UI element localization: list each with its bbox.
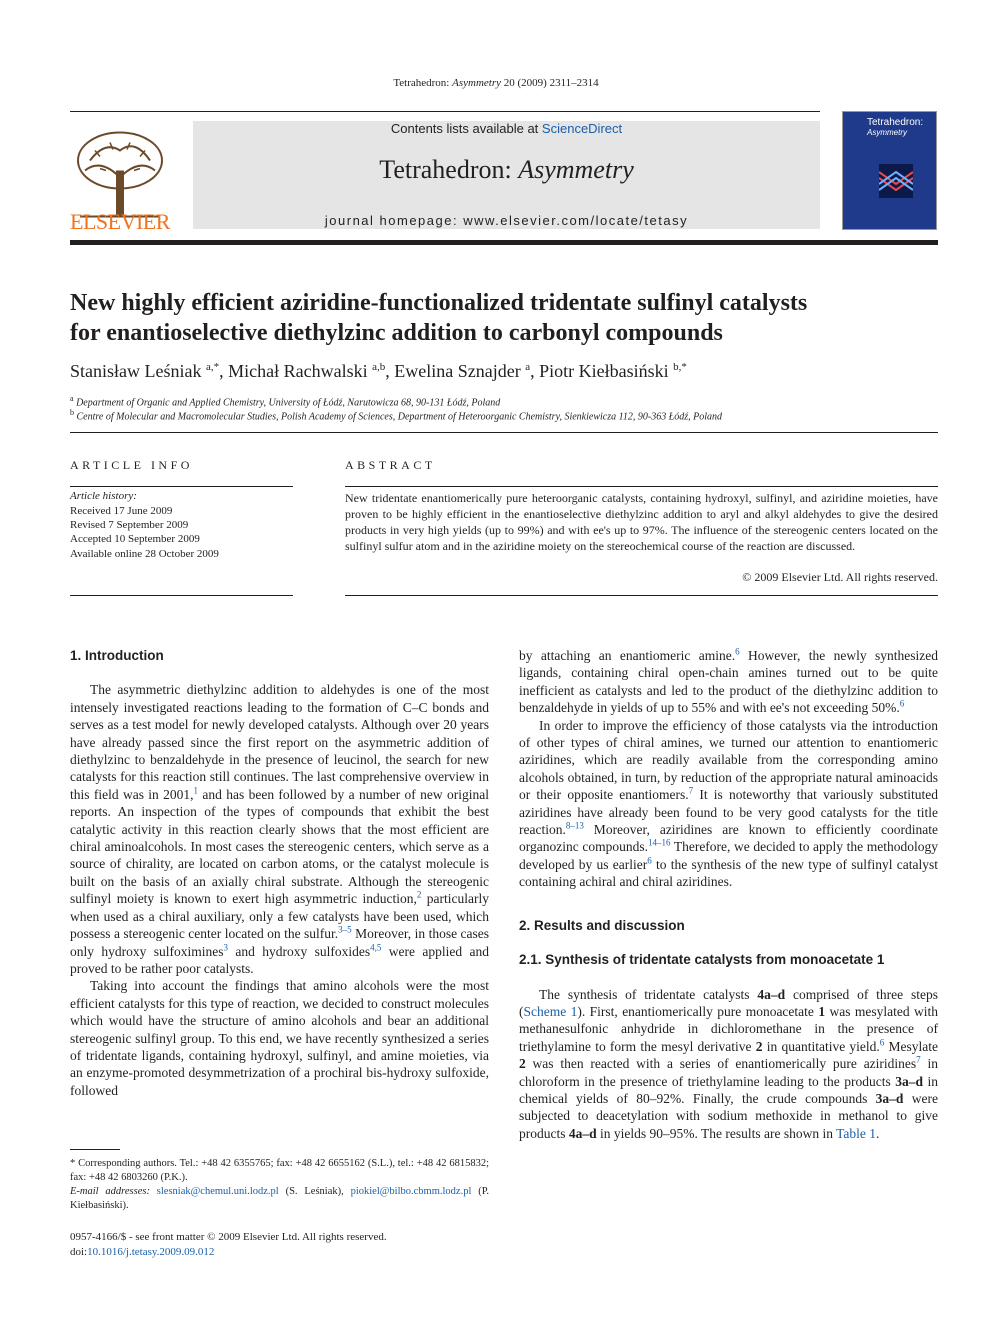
history-label: Article history:: [70, 490, 137, 502]
author-sep: ,: [530, 361, 540, 381]
text-run: particularly when used as a chiral auxiliary, only a few catalysts have been used, which possess a stereogenic center located on the sulfur.: [70, 891, 489, 942]
sciencedirect-link[interactable]: ScienceDirect: [541, 121, 623, 136]
header-thick-rule: [70, 240, 938, 245]
affiliation-b-mark: b: [70, 408, 74, 417]
title-line-1: New highly efficient aziridine-functionalized tridentate sulfinyl catalysts: [70, 290, 808, 316]
ref-link[interactable]: 3–5: [338, 924, 352, 935]
ref-link[interactable]: 14–16: [647, 837, 671, 848]
journal-name-roman: Tetrahedron:: [379, 155, 512, 184]
corresponding-author-note: * Corresponding authors. Tel.: +48 42 6355765; fax: +48 42 6655162 (S.L.), tel.: +48 42 6815832; fax: +48 42 6803260 (P.K.).: [70, 1158, 489, 1183]
text-run: ). First, enantiomerically pure monoacetate: [577, 1003, 819, 1019]
text-run: The synthesis of tridentate catalysts: [539, 986, 758, 1002]
email-link-1[interactable]: slesniak@chemul.uni.lodz.pl: [156, 1186, 279, 1197]
author-4-affil: b,*: [673, 361, 687, 373]
text-run: comprised of three steps (: [519, 986, 938, 1019]
ref-link[interactable]: 4,5: [370, 942, 382, 952]
info-top-rule: [70, 486, 293, 487]
doi-label: doi:: [70, 1246, 88, 1258]
email-owner-1: (S. Leśniak),: [278, 1186, 351, 1197]
left-column: [70, 647, 489, 1099]
email-owner-2: (P. Kiełbasiński).: [70, 1186, 489, 1211]
intro-heading: 1. Introduction: [70, 648, 164, 663]
text-run: in yields 90–95%. The results are shown in: [596, 1125, 837, 1141]
doi-link[interactable]: 10.1016/j.tetasy.2009.09.012: [87, 1246, 215, 1258]
citation-journal-italic: Asymmetry: [452, 77, 501, 89]
email-note: [70, 1185, 489, 1213]
text-run: Mesylate: [884, 1038, 938, 1054]
right-column: [519, 647, 938, 1142]
compound-label: 3a–d: [875, 1090, 904, 1106]
author-1: Stanisław Leśniak: [70, 361, 202, 381]
text-run: by attaching an enantiomeric amine.: [519, 648, 736, 663]
text-run: was then reacted with a series of enantiomerically pure aziridines: [525, 1056, 917, 1072]
ref-link[interactable]: 6: [879, 1037, 885, 1048]
author-2-affil: a,b: [372, 361, 386, 373]
history-received: Received 17 June 2009: [70, 505, 173, 517]
text-run: in chemical yields of 80–92%. Finally, the crude compounds: [519, 1073, 938, 1106]
affiliation-a: [70, 394, 500, 408]
scheme-link[interactable]: Scheme 1: [523, 1003, 578, 1019]
text-run: to the synthesis of the new type of sulfinyl catalyst containing achiral and chiral aziridines.: [519, 856, 939, 890]
compound-label: 4a–d: [568, 1125, 597, 1141]
title-line-2: for enantioselective diethylzinc addition to carbonyl compounds: [70, 320, 723, 346]
compound-label: 3a–d: [895, 1073, 923, 1089]
abstract-copyright: © 2009 Elsevier Ltd. All rights reserved.: [742, 570, 938, 584]
history-accepted: Accepted 10 September 2009: [70, 533, 200, 545]
author-2: Michał Rachwalski: [228, 361, 368, 381]
abstract-heading: ABSTRACT: [345, 458, 436, 472]
footnotes: [70, 1157, 489, 1213]
right-paragraph-1: [519, 647, 938, 717]
affiliation-b: [70, 408, 722, 422]
abstract-top-rule: [345, 486, 938, 487]
compound-label: 2: [519, 1056, 526, 1072]
ref-link[interactable]: 2: [416, 889, 422, 900]
article-title: [70, 288, 938, 348]
text-run: Moreover, in those cases only hydroxy sulfoximines: [70, 926, 489, 959]
journal-homepage[interactable]: journal homepage: www.elsevier.com/locate/tetasy: [324, 213, 689, 228]
text-run: were applied and proved to be rather poor catalysts.: [70, 943, 490, 976]
email-link-2[interactable]: piokiel@bilbo.cbmm.lodz.pl: [350, 1186, 472, 1197]
text-run: and has been followed by a number of new original reports. An inspection of the types of compounds that exhibit the best catalytic activity in this reaction clearly shows that the most efficient are chiral aminoalcohols. In most cases the stereogenic centers, which serve as a source of chirality, are located on carbon atoms, or the catalyst molecule is built on the basis of an axially chiral substrate. Although the stereogenic sulfinyl moiety is known to exert high asymmetric induction,: [70, 786, 489, 907]
journal-name: [193, 155, 820, 185]
results-heading: 2. Results and discussion: [519, 917, 685, 933]
compound-label: 1: [818, 1003, 826, 1019]
journal-citation: [0, 77, 992, 89]
text-run: Moreover, aziridines are known to efficiently coordinate organozinc compounds.: [519, 822, 938, 855]
text-run: in quantitative yield.: [762, 1038, 880, 1054]
author-list: [70, 361, 687, 382]
affiliation-rule: [70, 432, 938, 433]
citation-volume: 20 (2009) 2311–2314: [503, 77, 599, 89]
text-run: and hydroxy sulfoxides: [228, 943, 371, 959]
cover-subtitle: Asymmetry: [867, 128, 907, 137]
affiliation-a-text: Department of Organic and Applied Chemistry, University of Łódź, Narutowicza 68, 90-131 Łódź, Poland: [76, 397, 501, 409]
text-run: Therefore, we decided to apply the methodology developed by us earlier: [519, 839, 938, 872]
affiliation-b-text: Centre of Molecular and Macromolecular Studies, Polish Academy of Sciences, Department of Heteroorganic Chemistry, Sienkiewicza 112, 90-363 Łódź, Poland: [76, 411, 723, 423]
history-online: Available online 28 October 2009: [70, 548, 219, 560]
text-run: The asymmetric diethylzinc addition to aldehydes is one of the most intensely investigated reactions leading to the formation of C–C bonds and serves as a test model for newly developed catalysts. Although over 20 years have already passed since the first report on the asymmetric addition of diethylzinc to benzaldehyde in the presence of leucinol, the search for new catalysts for this reaction still continues. The last comprehensive overview in this field was in 2001,: [70, 682, 489, 802]
text-run: in chloroform in the presence of triethylamine leading to the products: [519, 1056, 938, 1089]
ref-link[interactable]: 3: [223, 942, 229, 952]
ref-link[interactable]: 1: [193, 785, 199, 796]
intro-paragraph-2: Taking into account the findings that amino alcohols were the most efficient catalysts for this type of reaction, we decided to construct molecules which would have the structure of amino alcohols and bear an additional stereogenic sulfinyl group. To this end, we have recently synthesized a series of tridentate ligands, containing hydroxyl, sulfinyl, and amine moieties, via an enzyme-promoted desymmetrization of a prochiral bis-hydroxy sulfoxide, followed: [70, 978, 489, 1098]
intro-paragraph-1: [70, 681, 489, 977]
ref-link[interactable]: 8–13: [565, 820, 584, 831]
right-paragraph-3: [519, 986, 938, 1143]
history-revised: Revised 7 September 2009: [70, 519, 189, 531]
table-link[interactable]: Table 1: [836, 1125, 877, 1141]
right-paragraph-2: [519, 717, 938, 891]
contents-prefix: Contents lists available at: [390, 121, 539, 136]
cover-title: [867, 118, 923, 138]
journal-name-italic: Asymmetry: [518, 155, 634, 184]
doi-line: [70, 1246, 214, 1258]
text-run: In order to improve the efficiency of those catalysts via the introduction of other types of chiral amines, we turned our attention to enantiomeric aziridines, which are readily available from the corresponding amino alcohols obtained, in turn, by reduction of the appropriate natural aminoacids or their opposite enantiomers.: [519, 717, 938, 803]
contents-lists-line: [193, 121, 820, 136]
header-rule: [70, 111, 820, 112]
ref-link[interactable]: 6: [647, 855, 652, 866]
author-sep: ,: [219, 361, 229, 381]
compound-label: 2: [755, 1038, 763, 1054]
cover-graphic-icon: [879, 164, 913, 198]
footnote-rule: [70, 1149, 120, 1150]
author-4: Piotr Kiełbasiński: [539, 361, 669, 381]
article-info-heading: ARTICLE INFO: [70, 458, 193, 472]
elsevier-wordmark: ELSEVIER: [70, 209, 170, 234]
text-run: .: [876, 1125, 880, 1141]
journal-banner: [193, 121, 820, 229]
author-3-affil: a: [525, 361, 531, 373]
ref-link[interactable]: 7: [688, 785, 694, 796]
citation-journal: Tetrahedron:: [393, 77, 450, 89]
abstract-bottom-rule: [345, 595, 938, 596]
ref-link[interactable]: 6: [899, 698, 905, 709]
abstract-text: New tridentate enantiomerically pure heteroorganic catalysts, containing hydroxyl, sulfinyl, and aziridine moieties, have proven to be highly efficient in the enantioselective diethylzinc addition to aryl and alkyl aldehydes to give the desired products in very high yields (up to 99%) and with ee's up to 97%. The influence of the stereogenic centers located on the sulfinyl sulfur atom and in the aziridine moiety on the stereochemical course of the reaction are discussed.: [345, 491, 938, 553]
text-run: was mesylated with methanesulfonic anhydride in dichloromethane in the presence of triethylamine to form the mesyl derivative: [519, 1003, 938, 1054]
ref-link[interactable]: 7: [916, 1054, 921, 1065]
info-bottom-rule: [70, 595, 293, 596]
author-sep: ,: [385, 361, 395, 381]
text-run: It is noteworthy that variously substituted aziridines have already been found to be very good catalysts for the title reaction.: [519, 787, 938, 838]
cover-title-text: Tetrahedron:: [867, 117, 924, 128]
issn-line: 0957-4166/$ - see front matter © 2009 Elsevier Ltd. All rights reserved.: [70, 1231, 387, 1243]
text-run: However, the newly synthesized ligands, containing chiral open-chain amines turned out to be quite inefficient as catalysts and led to the product of the diethylzinc addition to benzaldehyde in yields of up to 55% and with ee's not exceeding 50%.: [519, 648, 938, 716]
ref-link[interactable]: 6: [735, 646, 740, 657]
synthesis-subheading: 2.1. Synthesis of tridentate catalysts from monoacetate 1: [519, 952, 885, 968]
affiliation-a-mark: a: [70, 394, 74, 403]
author-1-affil: a,*: [205, 361, 220, 373]
author-3: Ewelina Sznajder: [394, 361, 521, 381]
text-run: were subjected to deacetylation with sodium methoxide in methanol to give products: [519, 1090, 938, 1141]
email-label: E-mail addresses:: [70, 1186, 150, 1197]
compound-label: 4a–d: [757, 986, 786, 1002]
journal-cover: [842, 111, 937, 230]
